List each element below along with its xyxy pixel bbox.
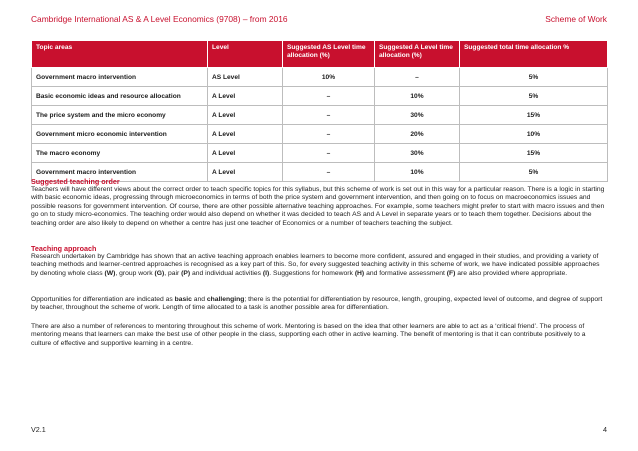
time-allocation-table xyxy=(31,40,608,182)
cell-total-allocation: 5% xyxy=(460,163,608,182)
cell-a-allocation: 10% xyxy=(375,163,460,182)
cell-level: A Level xyxy=(208,106,283,125)
cell-total-allocation: 15% xyxy=(460,106,608,125)
cell-a-allocation: 10% xyxy=(375,87,460,106)
teaching-order-section xyxy=(31,177,607,228)
cell-total-allocation: 5% xyxy=(460,68,608,87)
cell-as-allocation: – xyxy=(283,163,375,182)
version-label: V2.1 xyxy=(31,425,46,434)
cell-total-allocation: 15% xyxy=(460,144,608,163)
teaching-approach-heading: Teaching approach xyxy=(31,244,97,253)
column-header-topic-areas: Topic areas xyxy=(32,41,208,68)
differentiation-paragraph: Opportunities for differentiation are indicated as basic and challenging; there is the potential for differentiation by resource, length, grouping, expected level of outcome, and degree of support by teacher, throughout the scheme of work. Length of time allocated to a task is another possible area for differentiation. xyxy=(31,296,603,312)
table-row xyxy=(32,125,608,144)
cell-as-allocation: 10% xyxy=(283,68,375,87)
column-header-total-allocation: Suggested total time allocation % xyxy=(460,41,608,68)
column-header-a-allocation: Suggested A Level time allocation (%) xyxy=(375,41,460,68)
cell-a-allocation: 30% xyxy=(375,106,460,125)
cell-as-allocation: – xyxy=(283,87,375,106)
mentoring-paragraph: There are also a number of references to mentoring throughout this scheme of work. Mentoring is based on the idea that other learners are able to act as a ‘critical friend’. The process of mentoring means that learners can make the best use of other people in the class, supporting each other in active learning. The benefit of mentoring is that it can contribute positively to a culture of effective and supportive learning in a centre. xyxy=(31,323,586,347)
cell-topic: Government macro intervention xyxy=(32,68,208,87)
cell-level: AS Level xyxy=(208,68,283,87)
active-teaching-paragraph: Research undertaken by Cambridge has shown that an active teaching approach enables learners to become more confident, assured and engaged in their studies, and providing a variety of teaching methods and learner-centred approaches is recognised as a key part of this. So, for every suggested teaching activity in this scheme of work, we have indicated possible approaches by denoting whole class (W), group work (G), pair (P) and individual activities (I). Suggestions for homework (H) and formative assessment (F) are also provided where appropriate. xyxy=(31,253,600,277)
column-header-level: Level xyxy=(208,41,283,68)
teaching-order-paragraph: Teachers will have different views about the correct order to teach specific topics for this syllabus, but this scheme of work is set out in this way for a particular reason. There is a logic in starting with basic economic ideas, progressing through microeconomics in terms of both the price system and government intervention, and then going on to focus on macroeconomics issues and possible reasons for government intervention. Of course, there are other possible alternative teaching approaches. For example, some teachers might prefer to start with macro issues and then go on to study micro-economics. The teaching order would also depend on whether it was decided to teach AS and A Level in separate years or to teach them together. Decisions about the teaching order are also likely to depend on whether a centre has just one teacher of Economics or a number of teachers teaching the subject. xyxy=(31,186,605,227)
cell-level: A Level xyxy=(208,163,283,182)
column-header-as-allocation: Suggested AS Level time allocation (%) xyxy=(283,41,375,68)
document-title: Cambridge International AS & A Level Economics (9708) – from 2016 xyxy=(31,14,288,24)
page-header xyxy=(31,14,607,26)
cell-level: A Level xyxy=(208,144,283,163)
cell-a-allocation: – xyxy=(375,68,460,87)
cell-topic: Government micro economic intervention xyxy=(32,125,208,144)
table-row xyxy=(32,87,608,106)
page-number: 4 xyxy=(603,425,607,434)
cell-topic: Government macro intervention xyxy=(32,163,208,182)
table-row xyxy=(32,106,608,125)
cell-total-allocation: 5% xyxy=(460,87,608,106)
cell-topic: The macro economy xyxy=(32,144,208,163)
cell-as-allocation: – xyxy=(283,106,375,125)
cell-a-allocation: 20% xyxy=(375,125,460,144)
cell-level: A Level xyxy=(208,125,283,144)
teaching-approach-section xyxy=(31,244,607,278)
cell-topic: Basic economic ideas and resource allocation xyxy=(32,87,208,106)
cell-as-allocation: – xyxy=(283,125,375,144)
mentoring-section xyxy=(31,323,607,348)
cell-level: A Level xyxy=(208,87,283,106)
page-footer xyxy=(31,425,607,435)
cell-as-allocation: – xyxy=(283,144,375,163)
table-header-row xyxy=(32,41,608,68)
teaching-order-heading: Suggested teaching order xyxy=(31,177,120,186)
table-row xyxy=(32,144,608,163)
cell-topic: The price system and the micro economy xyxy=(32,106,208,125)
differentiation-section xyxy=(31,296,607,313)
cell-total-allocation: 10% xyxy=(460,125,608,144)
document-type: Scheme of Work xyxy=(545,14,607,24)
table-row xyxy=(32,68,608,87)
cell-a-allocation: 30% xyxy=(375,144,460,163)
